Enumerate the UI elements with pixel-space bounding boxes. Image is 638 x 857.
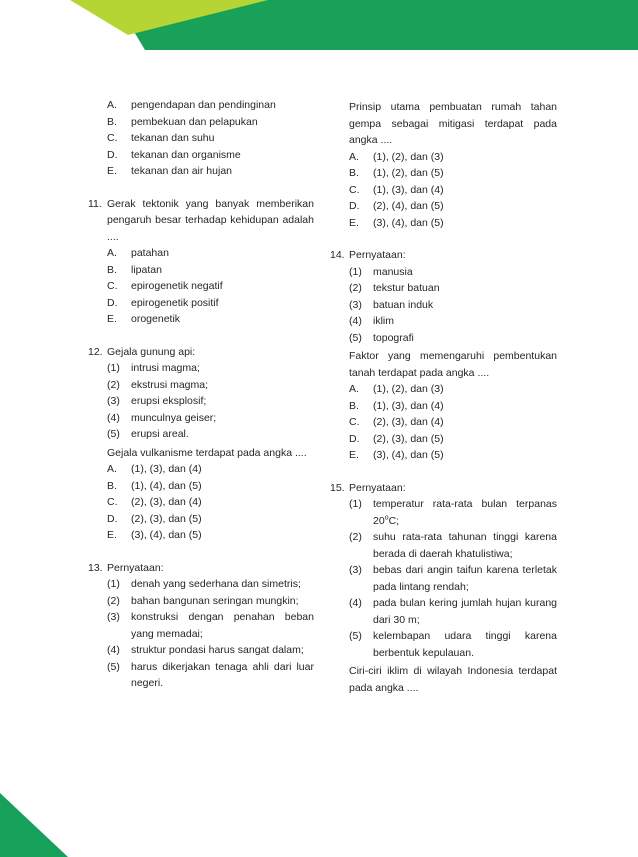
answer-option-label: C.	[107, 280, 118, 292]
statement-label: (4)	[107, 411, 120, 424]
question-q13	[88, 560, 314, 692]
answer-option-text-main: (2), (3), dan (5)	[131, 512, 202, 525]
answer-option-text	[131, 295, 314, 312]
answer-option	[107, 494, 314, 511]
answer-option-text-main: orogenetik	[131, 313, 181, 325]
statement-text-main: pada bulan kering jumlah hujan kurang dari 30 m;	[373, 597, 557, 626]
question-number: 12.	[88, 345, 103, 358]
statement-label: (3)	[107, 611, 120, 623]
left-column	[88, 97, 314, 708]
answer-option	[349, 149, 557, 166]
answer-option-label: E.	[349, 216, 359, 229]
statement	[349, 496, 557, 529]
statement-label: (3)	[107, 395, 120, 407]
answer-option-label: E.	[107, 529, 117, 541]
header-green-band	[115, 0, 638, 50]
statement-label: (5)	[107, 660, 120, 673]
answer-option-text-main: (1), (3), dan (4)	[373, 183, 444, 196]
statement-text	[131, 426, 314, 443]
question-q10	[88, 97, 314, 180]
statement-label: (1)	[107, 578, 120, 590]
statement-text-main: ekstrusi magma;	[131, 378, 209, 391]
question-prompt: Faktor yang memengaruhi pembentukan tanah terdapat pada angka ....	[349, 350, 557, 379]
answer-option	[349, 182, 557, 199]
answer-option-label: A.	[349, 150, 359, 163]
statement-text	[373, 297, 557, 314]
statement-text-main: manusia	[373, 265, 413, 278]
answer-option	[107, 527, 314, 544]
statement-text-main: struktur pondasi harus sangat dalam;	[131, 644, 304, 656]
statement-text-main: munculnya geiser;	[131, 411, 217, 424]
statement-label: (5)	[349, 630, 362, 642]
answer-option	[107, 147, 314, 164]
statement	[349, 313, 557, 330]
statement-text	[131, 659, 314, 692]
statement-text	[131, 377, 314, 394]
answer-option-label: A.	[107, 247, 117, 259]
answer-option-label: B.	[107, 115, 117, 128]
answer-option-text-main: (1), (2), dan (5)	[373, 167, 444, 179]
statement-text-main: batuan induk	[373, 298, 434, 311]
answer-option-label: D.	[107, 296, 118, 309]
statement-label: (2)	[349, 531, 362, 543]
statement	[107, 360, 314, 377]
answer-option	[107, 262, 314, 279]
answer-option-text	[131, 461, 314, 478]
answer-option-text	[373, 182, 557, 199]
statement	[107, 659, 314, 692]
statement-text-main: konstruksi dengan penahan beban yang memadai;	[131, 611, 314, 640]
statement-text-main: bahan bangunan seringan mungkin;	[131, 594, 299, 607]
statement-label: (3)	[349, 298, 362, 311]
answer-option-label: C.	[349, 416, 360, 428]
statement	[107, 576, 314, 593]
statement	[107, 393, 314, 410]
statement-label: (5)	[349, 331, 362, 344]
answer-option-text	[373, 431, 557, 448]
statement-text	[373, 280, 557, 297]
answer-option	[107, 511, 314, 528]
question-q11	[88, 196, 314, 328]
answer-option-text-main: (3), (4), dan (5)	[373, 449, 444, 461]
statement-label: (1)	[349, 498, 362, 510]
answer-option-text-main: (1), (3), dan (4)	[373, 399, 444, 412]
answer-option	[107, 245, 314, 262]
statement	[107, 426, 314, 443]
statement-label: (5)	[107, 428, 120, 440]
question-prompt: Gejala vulkanisme terdapat pada angka ....	[107, 446, 307, 459]
answer-option-label: B.	[349, 167, 359, 179]
answer-option-label: B.	[107, 263, 117, 276]
statement	[349, 297, 557, 314]
statement-text-main: intrusi magma;	[131, 362, 200, 374]
statement-text	[373, 496, 557, 529]
answer-option-text	[373, 398, 557, 415]
answer-option	[349, 215, 557, 232]
statement-text	[373, 529, 557, 562]
statement-text	[373, 330, 557, 347]
statement-text	[131, 576, 314, 593]
statement-label: (3)	[349, 564, 362, 576]
question-prompt: Prinsip utama pembuatan rumah tahan gempa sebagai mitigasi terdapat pada angka ....	[349, 101, 557, 146]
answer-option-label: E.	[349, 449, 359, 461]
statement-text-main: erupsi eksplosif;	[131, 395, 207, 407]
answer-option-text	[131, 527, 314, 544]
statement	[349, 628, 557, 661]
answer-option-label: A.	[107, 99, 117, 111]
answer-option	[107, 114, 314, 131]
answer-option-label: A.	[107, 463, 117, 475]
answer-option	[107, 311, 314, 328]
answer-option-text-main: (2), (3), dan (5)	[373, 432, 444, 445]
answer-option-text-main: tekanan dan air hujan	[131, 165, 232, 177]
answer-option-label: D.	[107, 148, 118, 161]
answer-option-text	[131, 262, 314, 279]
statement-text-main: bebas dari angin taifun karena terletak pada lintang rendah;	[373, 564, 557, 593]
answer-option-label: B.	[107, 479, 117, 492]
statement-text-main: kelembapan udara tinggi karena berbentuk kepulauan.	[373, 630, 557, 659]
statement-text	[373, 264, 557, 281]
answer-option-text-main: (2), (4), dan (5)	[373, 200, 444, 212]
statement	[349, 264, 557, 281]
question-number: 14.	[330, 249, 345, 261]
answer-option-label: E.	[107, 313, 117, 325]
question-stem: Gerak tektonik yang banyak memberikan pengaruh besar terhadap kehidupan adalah ....	[107, 197, 314, 243]
degree-symbol: o	[384, 514, 389, 521]
answer-option-text	[373, 414, 557, 431]
answer-option-text-main: tekanan dan suhu	[131, 132, 215, 144]
answer-option	[349, 198, 557, 215]
statement-text-main: harus dikerjakan tenaga ahli dari luar negeri.	[131, 660, 314, 689]
answer-option	[349, 381, 557, 398]
answer-option-text	[131, 114, 314, 131]
answer-option-text-main: epirogenetik positif	[131, 296, 219, 309]
answer-option	[349, 398, 557, 415]
answer-option-text-main: (1), (3), dan (4)	[131, 463, 202, 475]
question-stem: Gejala gunung api:	[107, 345, 196, 358]
answer-option-text	[373, 447, 557, 464]
answer-option-label: C.	[107, 132, 118, 144]
statement-label: (4)	[107, 644, 120, 656]
answer-option-text-main: (3), (4), dan (5)	[131, 529, 202, 541]
answer-option-text-main: (2), (3), dan (4)	[131, 496, 202, 508]
statement	[107, 642, 314, 659]
answer-option-label: B.	[349, 399, 359, 412]
answer-option-label: D.	[349, 200, 360, 212]
statement-text	[373, 595, 557, 628]
footer-green-triangle	[0, 793, 68, 857]
statement-text-main: temperatur rata-rata bulan terpanas 20	[373, 498, 557, 527]
statement-text	[131, 410, 314, 427]
answer-option-text	[131, 163, 314, 180]
answer-option-text	[373, 381, 557, 398]
answer-option-label: D.	[107, 512, 118, 525]
statement-text-main: iklim	[373, 315, 394, 327]
answer-option-label: D.	[349, 432, 360, 445]
answer-option-text	[131, 494, 314, 511]
statement-label: (1)	[349, 265, 362, 278]
answer-option-text	[131, 147, 314, 164]
statement-text	[373, 313, 557, 330]
question-q15	[330, 480, 557, 697]
answer-option-text-main: (1), (4), dan (5)	[131, 479, 202, 492]
statement-label: (2)	[107, 378, 120, 391]
answer-option-text	[131, 511, 314, 528]
statement	[349, 562, 557, 595]
question-stem: Pernyataan:	[107, 561, 164, 574]
statement-text	[131, 360, 314, 377]
statement-label: (1)	[107, 362, 120, 374]
question-prompt: Ciri-ciri iklim di wilayah Indonesia terdapat pada angka ....	[349, 665, 557, 694]
question-number: 15.	[330, 481, 345, 494]
statement	[107, 593, 314, 610]
statement-text	[373, 628, 557, 661]
statement-label: (4)	[349, 597, 362, 609]
question-number: 11.	[88, 197, 102, 210]
answer-option	[349, 431, 557, 448]
answer-option	[107, 461, 314, 478]
answer-option-text-main: pembekuan dan pelapukan	[131, 115, 258, 128]
answer-option	[107, 478, 314, 495]
question-q12	[88, 344, 314, 544]
statement	[349, 330, 557, 347]
statement-text	[131, 393, 314, 410]
statement-text	[131, 593, 314, 610]
answer-option-text	[131, 245, 314, 262]
right-column	[330, 97, 557, 712]
answer-option-text-main: patahan	[131, 247, 169, 259]
statement-label: (2)	[349, 282, 362, 294]
answer-option-label: A.	[349, 383, 359, 395]
answer-option-label: E.	[107, 165, 117, 177]
answer-option-text-main: pengendapan dan pendinginan	[131, 99, 276, 111]
answer-option	[107, 163, 314, 180]
answer-option-text-main: lipatan	[131, 263, 162, 276]
answer-option-text-main: (1), (2), dan (3)	[373, 150, 444, 163]
answer-option	[107, 278, 314, 295]
statement-text-main: erupsi areal.	[131, 428, 189, 440]
statement-text	[131, 609, 314, 642]
answer-option	[349, 447, 557, 464]
question-number: 13.	[88, 561, 103, 574]
statement-label: (4)	[349, 315, 362, 327]
statement	[107, 609, 314, 642]
answer-option	[349, 414, 557, 431]
answer-option-text	[131, 97, 314, 114]
answer-option-text	[131, 130, 314, 147]
answer-option	[107, 97, 314, 114]
answer-option-text-main: (2), (3), dan (4)	[373, 416, 444, 428]
answer-option-text	[373, 165, 557, 182]
question-stem: Pernyataan:	[349, 481, 406, 494]
answer-option-text-main: tekanan dan organisme	[131, 148, 241, 161]
statement	[107, 377, 314, 394]
statement	[107, 410, 314, 427]
statement-text	[373, 562, 557, 595]
statement-text-main: topografi	[373, 331, 414, 344]
answer-option-text	[373, 215, 557, 232]
statement	[349, 595, 557, 628]
answer-option-text-main: (1), (2), dan (3)	[373, 383, 444, 395]
answer-option-text	[373, 198, 557, 215]
answer-option-text-main: epirogenetik negatif	[131, 280, 223, 292]
statement-text	[131, 642, 314, 659]
answer-option-text	[131, 278, 314, 295]
statement-text-main: denah yang sederhana dan simetris;	[131, 578, 301, 590]
answer-option-text	[131, 478, 314, 495]
answer-option-label: C.	[349, 183, 360, 196]
answer-option	[349, 165, 557, 182]
statement	[349, 529, 557, 562]
answer-option	[107, 130, 314, 147]
answer-option-text	[131, 311, 314, 328]
header-lime-band	[70, 0, 268, 35]
answer-option-text-main: (3), (4), dan (5)	[373, 216, 444, 229]
answer-option-label: C.	[107, 496, 118, 508]
statement-text-main: tekstur batuan	[373, 282, 440, 294]
answer-option	[107, 295, 314, 312]
statement-text-after: C;	[388, 514, 400, 527]
question-q14	[330, 247, 557, 464]
statement	[349, 280, 557, 297]
question-q13-cont	[330, 99, 557, 231]
statement-label: (2)	[107, 594, 120, 607]
statement-text-main: suhu rata-rata tahunan tinggi karena berada di daerah khatulistiwa;	[373, 531, 557, 560]
answer-option-text	[373, 149, 557, 166]
question-stem: Pernyataan:	[349, 249, 406, 261]
